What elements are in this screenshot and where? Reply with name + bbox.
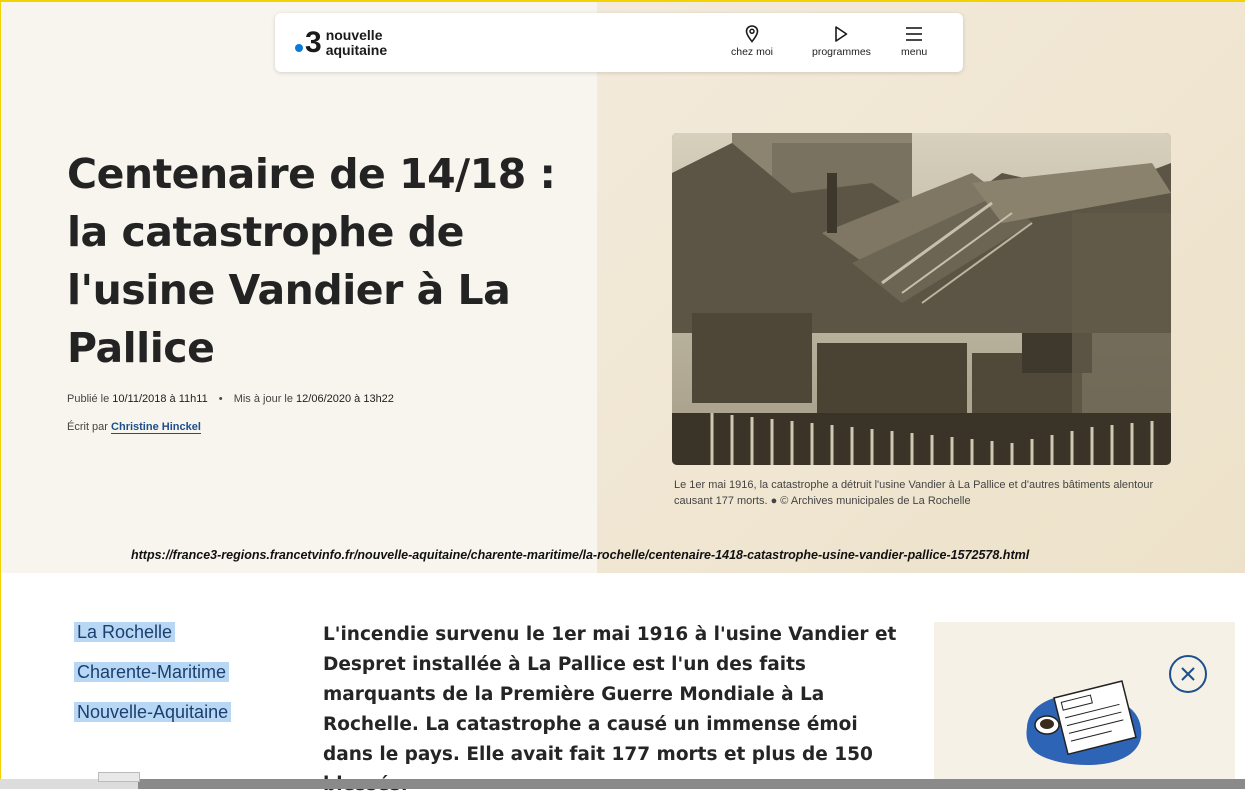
logo-line2: aquitaine xyxy=(325,42,388,58)
newspaper-coffee-icon xyxy=(1019,667,1149,767)
byline xyxy=(67,421,201,433)
tag-label: La Rochelle xyxy=(74,622,175,642)
logo-number: 3 xyxy=(305,26,322,59)
article-photo xyxy=(672,133,1171,465)
nav-menu[interactable] xyxy=(901,25,927,58)
tag-list xyxy=(74,620,231,740)
byline-label: Écrit par xyxy=(67,421,108,433)
nav-chez-moi-label: chez moi xyxy=(731,46,774,58)
tag-label: Charente-Maritime xyxy=(74,662,229,682)
meta-separator: • xyxy=(218,393,223,405)
nav-chez-moi[interactable] xyxy=(731,25,773,58)
nav-programmes[interactable] xyxy=(812,25,871,58)
published-date: 10/11/2018 à 11h11 xyxy=(112,393,208,405)
photo-caption: Le 1er mai 1916, la catastrophe a détruit l'usine Vandier à La Pallice et d'autres bâtiments alentour causant 177 morts. ● © Archives municipales de La Rochelle xyxy=(674,479,1154,507)
logo-dot xyxy=(295,44,303,52)
tag-charente-maritime[interactable] xyxy=(74,660,231,684)
publish-meta xyxy=(67,393,394,405)
updated-date: 12/06/2020 à 13h22 xyxy=(296,393,394,405)
article-title: Centenaire de 14/18 : la catastrophe de l'usine Vandier à La Pallice xyxy=(67,150,556,372)
logo-line1: nouvelle xyxy=(325,27,383,43)
location-pin-icon xyxy=(745,25,759,43)
hamburger-icon xyxy=(905,25,923,43)
page-url: https://france3-regions.francetvinfo.fr/nouvelle-aquitaine/charente-maritime/la-rochelle/centenaire-1418-catastrophe-usine-vandier-pallice-1572578.html xyxy=(131,548,1030,562)
nav-programmes-label: programmes xyxy=(812,46,871,58)
newsletter-promo xyxy=(934,622,1235,789)
tag-nouvelle-aquitaine[interactable] xyxy=(74,700,231,724)
tag-label: Nouvelle-Aquitaine xyxy=(74,702,231,722)
author-link[interactable]: Christine Hinckel xyxy=(111,421,201,433)
bottom-scrollbar[interactable] xyxy=(0,779,1245,789)
window-border-top xyxy=(0,0,1245,2)
france3-logo[interactable] xyxy=(295,25,387,61)
window-border-left xyxy=(0,0,1,789)
logo-text xyxy=(326,28,387,58)
published-label: Publié le xyxy=(67,393,110,405)
bottom-tab[interactable] xyxy=(98,772,140,782)
close-icon xyxy=(1180,666,1196,682)
archive-photo-illustration xyxy=(672,133,1171,465)
article-body: L'incendie survenu le 1er mai 1916 à l'usine Vandier et Despret installée à La Pallice est l'un des faits marquants de la Première Guerre Mondiale à La Rochelle. La catastrophe a causé un immense émoi dans le pays. Elle avait fait 177 morts et plus de 150 xyxy=(323,624,897,765)
promo-close-button[interactable] xyxy=(1169,655,1207,693)
top-navbar xyxy=(275,13,963,72)
tag-la-rochelle[interactable] xyxy=(74,620,231,644)
nav-menu-label: menu xyxy=(901,46,928,58)
updated-label: Mis à jour le xyxy=(233,393,293,405)
play-icon xyxy=(833,25,849,43)
